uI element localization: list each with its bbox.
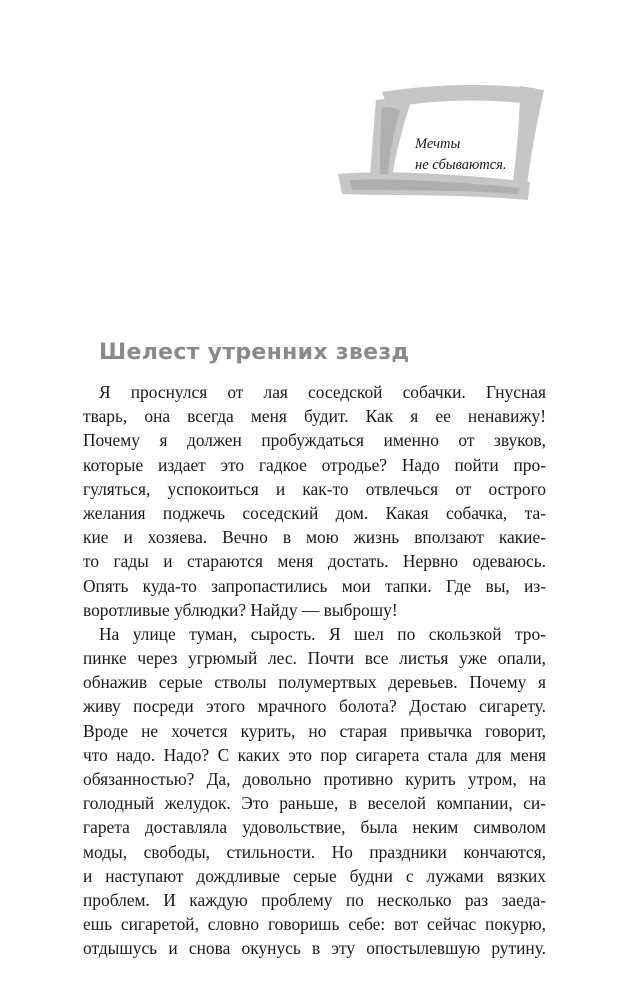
epigraph [415,134,507,176]
epigraph-line-2: не сбываются. [415,157,507,173]
text-line: тварь, она всегда меня будит. Как я ее ненавижу! [83,406,546,427]
text-line: обнажив серые стволы полумертвых деревьев. Почему я [83,672,546,693]
epigraph-line-1: Мечты [415,136,461,152]
text-line: отдышусь и снова окунусь в эту опостылевшую рутину. [83,938,546,959]
chapter-title: Шелест утренних звезд [99,340,410,365]
text-line: ешь сигаретой, словно говоришь себе: вот сейчас покурю, [83,914,546,935]
text-line: обязанностью? Да, довольно противно курить утром, на [83,769,546,789]
text-line: Опять куда-то запропастились мои тапки. Где вы, из- [83,575,546,596]
text-line: желания поджечь соседский дом. Какая собачка, та- [83,502,546,523]
text-line: кие и хозяева. Вечно в мою жизнь вползают какие- [83,527,546,548]
text-line: то гады и стараются меня достать. Нервно одеваюсь. [83,551,546,572]
text-line: Вроде не хочется курить, но старая привычка говорит, [83,720,546,741]
text-line: гарета доставляла удовольствие, была неким символом [83,817,546,838]
text-line: которые издает это гадкое отродье? Надо пойти про- [83,454,546,475]
text-line: голодный желудок. Это раньше, в веселой компании, си- [83,793,546,814]
text-line: моды, свободы, стильности. Но праздники кончаются, [83,841,546,862]
text-line: На улице туман, сырость. Я шел по скользкой тро- [99,623,546,644]
text-line: Я проснулся от лая соседской собачки. Гнусная [99,382,546,402]
body-text [83,380,546,961]
text-line: живу посреди этого мрачного болота? Достаю сигарету. [83,696,546,717]
text-line: что надо. Надо? С каких это пор сигарета стала для меня [83,744,546,765]
text-line: пинке через угрюмый лес. Почти все листья уже опали, [83,648,546,669]
text-line: и наступают дождливые серые будни с лужами вязких [83,865,546,886]
text-line: проблем. И каждую проблему по несколько раз заеда- [83,889,546,910]
text-line: Почему я должен пробуждаться именно от звуков, [83,430,546,451]
text-line: гуляться, успокоиться и как-то отвлечься от острого [83,478,546,499]
text-line: воротливые ублюдки? Найду — выброшу! [83,599,398,620]
